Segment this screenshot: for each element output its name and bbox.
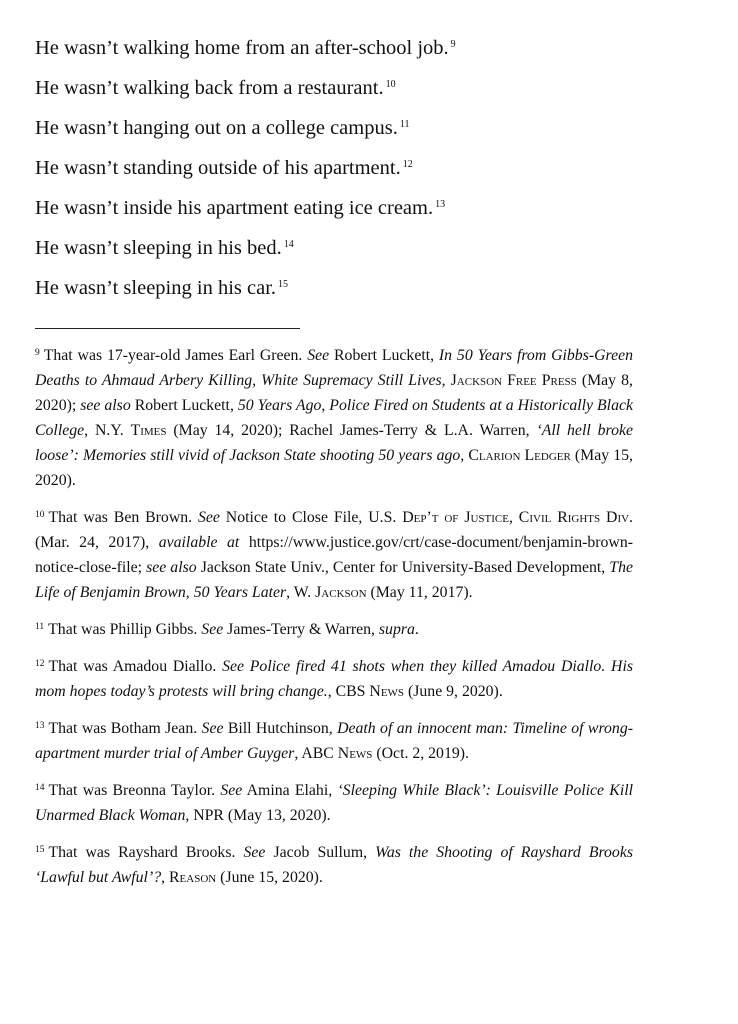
- footnote-text: Notice to Close File, U.S.: [219, 509, 403, 526]
- footnote-text: , CBS: [327, 683, 370, 700]
- footnote-smallcaps-text: Times: [130, 422, 167, 439]
- footnote-text: (May 11, 2017).: [366, 584, 473, 601]
- body-line-text: He wasn’t sleeping in his bed.: [35, 237, 282, 259]
- footnote-reference[interactable]: 14: [283, 238, 294, 250]
- footnote-text: ,: [441, 372, 451, 389]
- footnote-smallcaps-text: News: [369, 683, 405, 700]
- footnote-smallcaps-text: Clarion Ledger: [468, 447, 571, 464]
- footnote-text: Bill Hutchinson,: [223, 720, 338, 737]
- footnote-number: 9: [35, 348, 40, 359]
- footnote-number: 10: [35, 510, 45, 521]
- footnote-text: https://www.justice.gov/crt/case-document/benjamin-brown-notice-close-file;: [35, 534, 633, 576]
- footnote-smallcaps-text: Reason: [169, 869, 217, 886]
- body-line: [35, 148, 633, 188]
- body-line: [35, 188, 633, 228]
- footnote-text: That was Breonna Taylor.: [48, 782, 221, 799]
- footnote-number: 14: [35, 783, 45, 794]
- body-line: [35, 268, 633, 308]
- footnote: [35, 716, 633, 766]
- footnote-italic-text: See: [220, 782, 243, 799]
- footnote-text: Jacob Sullum,: [265, 844, 376, 861]
- footnote-text: That was Ben Brown.: [48, 509, 198, 526]
- footnote-italic-text: See: [201, 720, 224, 737]
- footnote-text: That was Amadou Diallo.: [48, 658, 223, 675]
- footnote-italic-text: See Police fired 41 shots when they killed Amadou Diallo. His mom hopes today’s protests will bring change.: [35, 658, 633, 700]
- footnote-italic-text: See: [197, 509, 220, 526]
- footnote-number: 15: [35, 845, 45, 856]
- footnote-smallcaps-text: Jackson: [315, 584, 367, 601]
- footnote-number: 11: [35, 622, 45, 633]
- footnote-text: , NPR (May 13, 2020).: [185, 807, 331, 824]
- footnote-number: 13: [35, 721, 45, 732]
- footnote: [35, 778, 633, 828]
- footnote-text: (June 15, 2020).: [216, 869, 323, 886]
- body-line-text: He wasn’t hanging out on a college campus.: [35, 117, 398, 139]
- footnote-text: Robert Luckett,: [130, 397, 238, 414]
- footnote: [35, 343, 633, 493]
- footnote-text: That was Botham Jean.: [48, 720, 202, 737]
- document-page: [35, 28, 633, 902]
- footnote-smallcaps-text: News: [337, 745, 373, 762]
- body-line-text: He wasn’t inside his apartment eating ice cream.: [35, 197, 434, 219]
- footnote-text: , N.Y.: [84, 422, 131, 439]
- body-line: [35, 28, 633, 68]
- footnote-reference[interactable]: 9: [450, 38, 456, 50]
- body-line: [35, 228, 633, 268]
- footnote-reference[interactable]: 11: [399, 118, 410, 130]
- footnote-text: (May 14, 2020); Rachel James-Terry & L.A. Warren,: [166, 422, 537, 439]
- footnote-text: ,: [161, 869, 170, 886]
- body-line-text: He wasn’t walking back from a restaurant.: [35, 77, 384, 99]
- footnote-italic-text: available at: [158, 534, 240, 551]
- footnote-text: That was Rayshard Brooks.: [48, 844, 244, 861]
- footnote-text: Amina Elahi,: [242, 782, 338, 799]
- body-line-text: He wasn’t sleeping in his car.: [35, 277, 277, 299]
- body-line: [35, 68, 633, 108]
- body-line-text: He wasn’t walking home from an after-school job.: [35, 37, 449, 59]
- footnote-text: James-Terry & Warren,: [223, 621, 379, 638]
- footnote-text: ,: [460, 447, 469, 464]
- footnote-text: (Mar. 24, 2017),: [35, 534, 159, 551]
- footnote-italic-text: See: [201, 621, 224, 638]
- body-line: [35, 108, 633, 148]
- footnote-italic-text: see also: [146, 559, 197, 576]
- footnote-text: That was Phillip Gibbs.: [48, 621, 202, 638]
- footnote-italic-text: supra: [378, 621, 415, 638]
- footnote: [35, 617, 633, 642]
- footnote-reference[interactable]: 10: [385, 78, 396, 90]
- footnote-separator: [35, 328, 300, 329]
- footnote-italic-text: See: [243, 844, 266, 861]
- footnote-text: (May 8, 2020);: [35, 372, 633, 414]
- footnote-reference[interactable]: 12: [402, 158, 413, 170]
- footnote-italic-text: Was the Shooting of Rayshard Brooks ‘Lawful but Awful’?: [35, 844, 633, 886]
- footnote-text: (May 15, 2020).: [35, 447, 633, 489]
- footnote-text: , W.: [286, 584, 316, 601]
- footnote-text: (June 9, 2020).: [404, 683, 503, 700]
- footnote-italic-text: The Life of Benjamin Brown, 50 Years Later: [35, 559, 633, 601]
- footnote-italic-text: ‘All hell broke loose’: Memories still vivid of Jackson State shooting 50 years ago: [35, 422, 633, 464]
- footnote: [35, 505, 633, 605]
- footnote-italic-text: see also: [80, 397, 131, 414]
- footnote: [35, 840, 633, 890]
- footnote-text: , ABC: [294, 745, 338, 762]
- footnote-smallcaps-text: Dep’t of Justice, Civil Rights Div.: [402, 509, 633, 526]
- footnote-text: Robert Luckett,: [329, 347, 439, 364]
- footnote-italic-text: See: [307, 347, 330, 364]
- footnote-reference[interactable]: 13: [435, 198, 446, 210]
- body-line-text: He wasn’t standing outside of his apartment.: [35, 157, 401, 179]
- footnote-text: (Oct. 2, 2019).: [372, 745, 469, 762]
- footnote-smallcaps-text: Jackson Free Press: [450, 372, 577, 389]
- footnote: [35, 654, 633, 704]
- footnote-number: 12: [35, 659, 45, 670]
- footnote-italic-text: 50 Years Ago, Police Fired on Students at a Historically Black College: [35, 397, 633, 439]
- footnote-text: .: [414, 621, 419, 638]
- footnote-reference[interactable]: 15: [278, 278, 289, 290]
- footnote-text: That was 17-year-old James Earl Green.: [43, 347, 308, 364]
- footnote-italic-text: In 50 Years from Gibbs-Green Deaths to Ahmaud Arbery Killing, White Supremacy Still Lives: [35, 347, 633, 389]
- footnote-italic-text: ‘Sleeping While Black’: Louisville Police Kill Unarmed Black Woman: [35, 782, 633, 824]
- body-text: [35, 28, 633, 308]
- footnote-text: Jackson State Univ., Center for University-Based Development,: [196, 559, 610, 576]
- footnotes: [35, 343, 633, 890]
- footnote-italic-text: Death of an innocent man: Timeline of wrong-apartment murder trial of Amber Guyger: [35, 720, 633, 762]
